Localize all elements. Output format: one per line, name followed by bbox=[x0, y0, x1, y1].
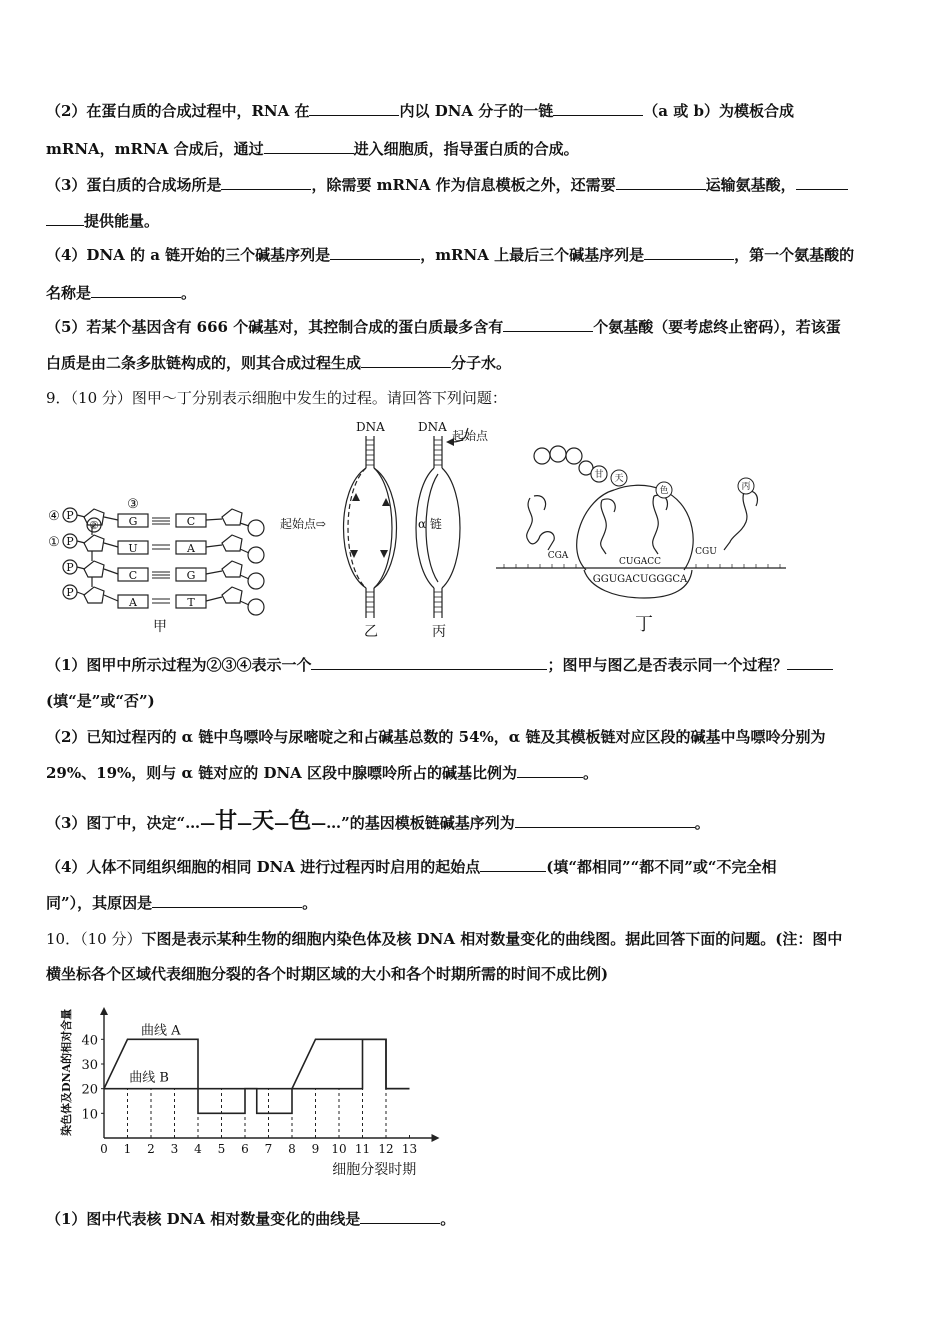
label-4: ④ bbox=[48, 509, 60, 524]
answer-blank[interactable] bbox=[787, 655, 833, 670]
sugar-pentagon bbox=[84, 561, 104, 577]
q8-line-4: 提供能量。 bbox=[0, 211, 950, 231]
y-tick-label: 10 bbox=[81, 1107, 98, 1123]
answer-blank[interactable] bbox=[517, 763, 583, 778]
x-tick-label: 8 bbox=[288, 1142, 296, 1156]
base-label: U bbox=[128, 542, 138, 555]
q9-line-4: 29%、19%，则与 α 链对应的 DNA 区段中腺嘌呤所占的碱基比例为 。 bbox=[46, 764, 599, 782]
x-tick-label: 10 bbox=[331, 1142, 347, 1156]
label-3: ③ bbox=[127, 497, 139, 512]
dna-label: DNA bbox=[356, 420, 385, 434]
phosphate-label: P bbox=[66, 586, 74, 599]
x-tick-label: 6 bbox=[241, 1142, 249, 1156]
q9-line-1: （1）图甲中所示过程为②③④表示一个 ；图甲与图乙是否表示同一个过程？ bbox=[0, 655, 950, 675]
figure-bing bbox=[408, 418, 508, 640]
x-axis-label: 细胞分裂时期 bbox=[332, 1162, 417, 1178]
x-tick-label: 0 bbox=[100, 1142, 108, 1156]
figure-jia bbox=[42, 495, 274, 640]
x-tick-label: 7 bbox=[264, 1142, 273, 1156]
x-tick-label: 11 bbox=[354, 1142, 371, 1156]
amino-acid-label: 色 bbox=[659, 486, 669, 496]
amino-acid-label: 天 bbox=[614, 474, 624, 484]
answer-blank[interactable] bbox=[311, 655, 547, 670]
anticodon-label: CUGACC bbox=[619, 557, 661, 567]
series-label: 曲线 A bbox=[141, 1023, 181, 1039]
q8-line-5: （4）DNA 的 a 链开始的三个碱基序列是 ，mRNA 上最后三个碱基序列是 ，第一个氨基酸的 bbox=[46, 246, 855, 264]
x-tick-label: 5 bbox=[217, 1142, 226, 1156]
q9-line-6: （4）人体不同组织细胞的相同 DNA 进行过程丙时启用的起始点 (填“都相同”“都不同”或“不完全相 bbox=[46, 858, 777, 876]
q10-stem-2: 横坐标各个区域代表细胞分裂的各个时期区域的大小和各个时期所需的时间不成比例) bbox=[46, 965, 609, 983]
anticodon-label: CGA bbox=[547, 551, 569, 561]
answer-blank[interactable] bbox=[616, 175, 706, 190]
y-tick-label: 40 bbox=[81, 1033, 98, 1049]
q9-line-7: 同”），其原因是 。 bbox=[46, 894, 318, 912]
q9-line-2: (填“是”或“否”) bbox=[46, 692, 155, 710]
label-1: ① bbox=[48, 535, 60, 550]
y-tick-label: 30 bbox=[81, 1058, 98, 1073]
sugar-pentagon bbox=[84, 535, 104, 551]
answer-blank[interactable] bbox=[361, 353, 451, 368]
sugar-pentagon bbox=[84, 587, 104, 603]
figure-ding bbox=[494, 438, 788, 636]
figure-caption-yi: 乙 bbox=[364, 624, 378, 640]
answer-blank[interactable] bbox=[152, 893, 302, 908]
y-axis-label: 染色体及DNA的相对含量 bbox=[60, 1008, 73, 1136]
amino-acid-label: 丙 bbox=[741, 482, 751, 492]
figure-caption-bing: 丙 bbox=[432, 624, 446, 640]
origin-label: 起始点 bbox=[452, 429, 489, 443]
answer-blank[interactable] bbox=[644, 245, 734, 260]
phosphate-label: P bbox=[66, 509, 74, 522]
base-label: C bbox=[128, 569, 138, 582]
phosphate-label: P bbox=[66, 535, 74, 548]
answer-blank[interactable] bbox=[503, 317, 593, 332]
q8-line-8: 白质是由二条多肽链构成的，则其合成过程生成 分子水。 bbox=[46, 354, 512, 372]
base-label: A bbox=[187, 542, 195, 555]
alpha-chain-label: α 链 bbox=[418, 517, 442, 531]
figure-yi bbox=[276, 418, 406, 640]
x-tick-label: 12 bbox=[378, 1142, 394, 1156]
dna-label: DNA bbox=[418, 420, 447, 434]
q8-line-7: （5）若某个基因含有 666 个碱基对，其控制合成的蛋白质最多含有 个氨基酸（要考虑终止密码），若该蛋 bbox=[46, 318, 841, 336]
base-label: C bbox=[186, 515, 196, 528]
answer-blank[interactable] bbox=[553, 101, 643, 116]
x-tick-label: 4 bbox=[194, 1142, 202, 1156]
answer-blank[interactable] bbox=[91, 283, 181, 298]
q8-line-1: （2）在蛋白质的合成过程中，RNA 在 内以 DNA 分子的一链 （a 或 b）为模板合成 bbox=[46, 102, 794, 120]
q10-stem-1: 10．（10 分）下图是表示某种生物的细胞内染色体及核 DNA 相对数量变化的曲线图。据此回答下面的问题。(注：图中 bbox=[46, 930, 843, 948]
x-tick-label: 9 bbox=[311, 1142, 320, 1156]
figure-caption-jia: 甲 bbox=[153, 619, 167, 635]
answer-blank[interactable] bbox=[46, 211, 84, 226]
q9-line-3: （2）已知过程丙的 α 链中鸟嘌呤与尿嘧啶之和占碱基总数的 54%，α 链及其模板链对应区段的碱基中鸟嘌呤分别为 bbox=[46, 728, 826, 746]
answer-blank[interactable] bbox=[264, 139, 354, 154]
y-axis-arrow bbox=[100, 1007, 108, 1015]
origin-label: 起始点⇨ bbox=[280, 517, 327, 531]
q9-line-5: （3）图丁中，决定“…—甘—天—色—…”的基因模板链碱基序列为 。 bbox=[46, 808, 710, 834]
x-tick-label: 2 bbox=[147, 1142, 155, 1156]
label-2: ② bbox=[89, 519, 99, 532]
base-label: G bbox=[128, 515, 138, 528]
mrna-sequence: GGUGACUGGGCA bbox=[592, 574, 688, 585]
phosphate-label: P bbox=[66, 561, 74, 574]
x-axis-arrow bbox=[432, 1134, 440, 1142]
answer-blank[interactable] bbox=[515, 813, 695, 828]
base-label: A bbox=[129, 596, 137, 609]
q9-stem: 9．（10 分）图甲～丁分别表示细胞中发生的过程。请回答下列问题： bbox=[46, 389, 507, 407]
answer-blank[interactable] bbox=[360, 1209, 440, 1224]
answer-blank[interactable] bbox=[796, 175, 848, 190]
q8-line-6: 名称是 。 bbox=[46, 284, 197, 302]
answer-blank[interactable] bbox=[221, 175, 311, 190]
anticodon-label: CGU bbox=[695, 547, 717, 557]
q10-line-1: （1）图中代表核 DNA 相对数量变化的曲线是 。 bbox=[46, 1210, 456, 1228]
q8-line-2: mRNA，mRNA 合成后，通过 进入细胞质，指导蛋白质的合成。 bbox=[46, 140, 579, 158]
series-label: 曲线 B bbox=[129, 1070, 169, 1086]
x-tick-label: 3 bbox=[170, 1142, 179, 1156]
answer-blank[interactable] bbox=[480, 857, 546, 872]
q8-line-3: （3）蛋白质的合成场所是 ，除需要 mRNA 作为信息模板之外，还需要 运输氨基酸， bbox=[0, 175, 950, 195]
x-tick-label: 13 bbox=[401, 1142, 418, 1156]
base-label: T bbox=[187, 596, 195, 609]
y-tick-label: 20 bbox=[81, 1082, 98, 1098]
x-tick-label: 1 bbox=[123, 1142, 132, 1156]
amino-acid-label: 甘 bbox=[594, 470, 604, 480]
figure-caption-ding: 丁 bbox=[635, 614, 653, 635]
answer-blank[interactable] bbox=[309, 101, 399, 116]
chromosome-dna-chart bbox=[52, 1005, 472, 1180]
base-label: G bbox=[186, 569, 196, 582]
answer-blank[interactable] bbox=[330, 245, 420, 260]
